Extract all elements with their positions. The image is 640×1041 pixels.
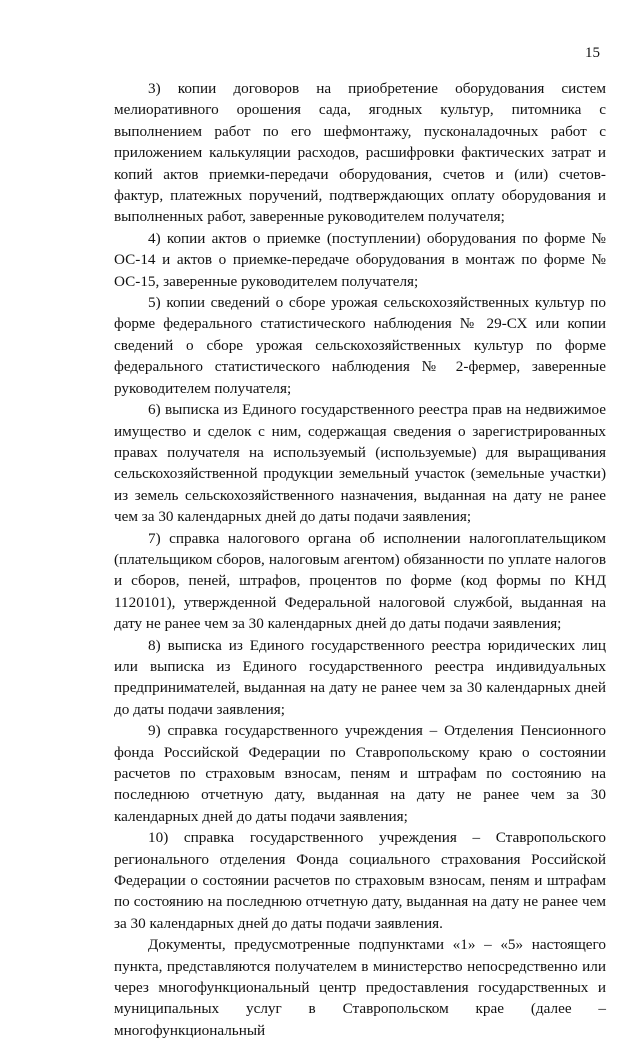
paragraph-documents-submission: Документы, предусмотренные подпунктами «1» – «5» настоящего пункта, представляются получателем в министерство непосредственно или через многофункциональный центр предоставления государственных и муниципальных услуг в Ставропольском крае (далее – многофункциональный bbox=[114, 936, 606, 1039]
paragraph-item-7-tax-certificate: 7) справка налогового органа об исполнении налогоплательщиком (плательщиком сборов, налоговым агентом) обязанности по уплате налогов и сборов, пеней, штрафов, процентов по форме (код формы по КНД 1120101), утвержденной Федеральной налоговой службой, выданная на дату не ранее чем за 30 календарных дней до даты подачи заявления; bbox=[114, 529, 606, 633]
page-number: 15 bbox=[585, 45, 600, 61]
paragraph-item-6-registry-extract: 6) выписка из Единого государственного реестра прав на недвижимое имущество и сделок с ним, содержащая сведения о зарегистрированных правах получателя на используемый (используемые) для выращивания сельскохозяйственной продукции земельный участок (земельные участки) из земель сельскохозяйственного назначения, выданная на дату не ранее чем за 30 календарных дней до даты подачи заявления; bbox=[114, 401, 606, 526]
paragraph-item-5-harvest-info: 5) копии сведений о сборе урожая сельскохозяйственных культур по форме федерального статистического наблюдения № 29-СХ или копии сведений о сборе урожая сельскохозяйственных культур по форме федерального статистического наблюдения № 2-фермер, заверенные руководителем получателя; bbox=[114, 294, 606, 397]
document-body bbox=[114, 78, 606, 1041]
paragraph-item-3-contracts: 3) копии договоров на приобретение оборудования систем мелиоративного орошения сада, ягодных культур, питомника с выполнением работ по его шефмонтажу, пусконаладочных работ с приложением калькуляции расходов, расшифровки фактических затрат и копий актов приемки-передачи оборудования, счетов и (или) счетов-фактур, платежных поручений, подтверждающих оплату оборудования и выполненных работ, заверенные руководителем получателя; bbox=[114, 80, 606, 226]
paragraph-item-9-pension-fund-certificate: 9) справка государственного учреждения – Отделения Пенсионного фонда Российской Федерации по Ставропольскому краю о состоянии расчетов по страховым взносам, пеням и штрафам по состоянию на последнюю отчетную дату, выданная на дату не ранее чем за 30 календарных дней до даты подачи заявления; bbox=[114, 722, 606, 825]
paragraph-item-4-acts: 4) копии актов о приемке (поступлении) оборудования по форме № ОС-14 и актов о приемке-передаче оборудования в монтаж по форме № ОС-15, заверенные руководителем получателя; bbox=[114, 229, 606, 290]
paragraph-item-8-legal-entities-extract: 8) выписка из Единого государственного реестра юридических лиц или выписка из Единого государственного реестра индивидуальных предпринимателей, выданная на дату не ранее чем за 30 календарных дней до даты подачи заявления; bbox=[114, 636, 606, 718]
paragraph-item-10-social-insurance-certificate: 10) справка государственного учреждения – Ставропольского регионального отделения Фонда социального страхования Российской Федерации о состоянии расчетов по страховым взносам, пеням и штрафам по состоянию на последнюю отчетную дату, выданная на дату не ранее чем за 30 календарных дней до даты подачи заявления. bbox=[114, 829, 606, 932]
